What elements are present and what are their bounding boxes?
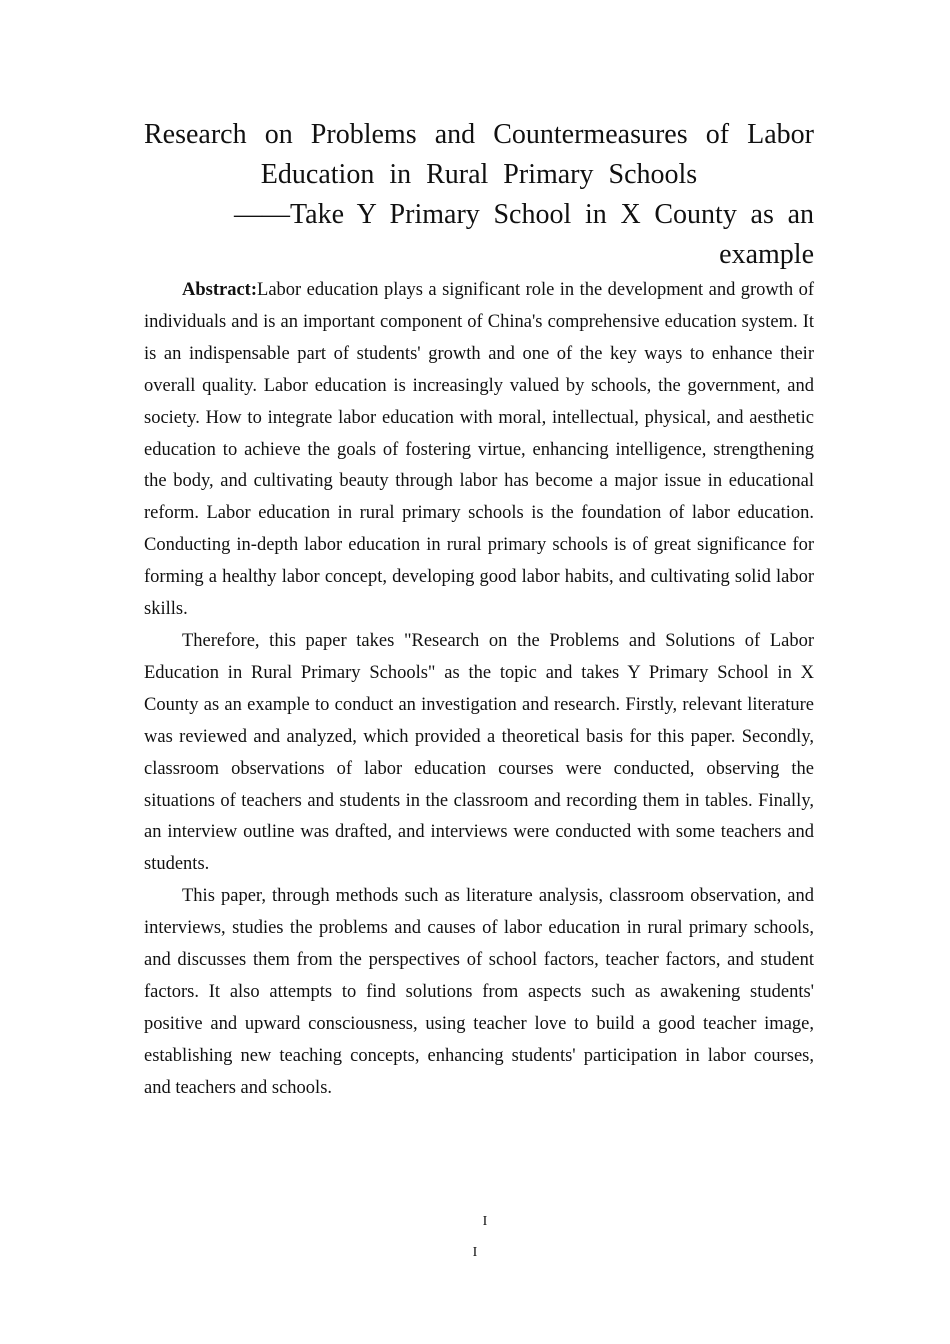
page-number-upper: I: [482, 1214, 488, 1229]
abstract-label: Abstract:: [182, 280, 258, 300]
abstract-paragraph-2: Therefore, this paper takes "Research on the Problems and Solutions of Labor Education in Rural Primary Schools" as the topic and takes Y Primary School in X County as an example to conduct an investigation and research. Firstly, relevant literature was reviewed and analyzed, which provided a theoretical basis for this paper. Secondly, classroom observations of labor education courses were conducted, observing the situations of teachers and students in the classroom and recording them in tables. Finally, an interview outline was drafted, and interviews were conducted with some teachers and students.: [144, 630, 814, 875]
abstract-paragraph-3: This paper, through methods such as literature analysis, classroom observation, and interviews, studies the problems and causes of labor education in rural primary schools, and discusses them from the perspectives of school factors, teacher factors, and student factors. It also attempts to find solutions from aspects such as awakening students' positive and upward consciousness, using teacher love to build a good teacher image, establishing new teaching concepts, enhancing students' participation in labor courses, and teachers and schools.: [144, 886, 814, 1098]
title-line-1: Research on Problems and Countermeasures of Labor: [144, 119, 814, 150]
title-block: [144, 115, 814, 275]
abstract-paragraph-1: [144, 275, 814, 626]
subtitle-line-2: example: [719, 239, 814, 270]
title-line-2: Education in Rural Primary Schools: [260, 159, 698, 190]
abstract-body: [144, 275, 814, 1105]
abstract-paragraph-1-text: Labor education plays a significant role in the development and growth of individuals and is an important component of China's comprehensive education system. It is an indispensable part of students' growth and one of the key ways to enhance their overall quality. Labor education is increasingly valued by schools, the government, and society. How to integrate labor education with moral, intellectual, physical, and aesthetic education to achieve the goals of fostering virtue, enhancing intelligence, strengthening the body, and cultivating beauty through labor has become a major issue in educational reform. Labor education in rural primary schools is the foundation of labor education. Conducting in-depth labor education in rural primary schools is of great significance for forming a healthy labor concept, developing good labor habits, and cultivating solid labor skills.: [144, 280, 814, 620]
page-number-lower: I: [472, 1245, 478, 1260]
subtitle-line-1: ——Take Y Primary School in X County as an: [234, 199, 814, 230]
